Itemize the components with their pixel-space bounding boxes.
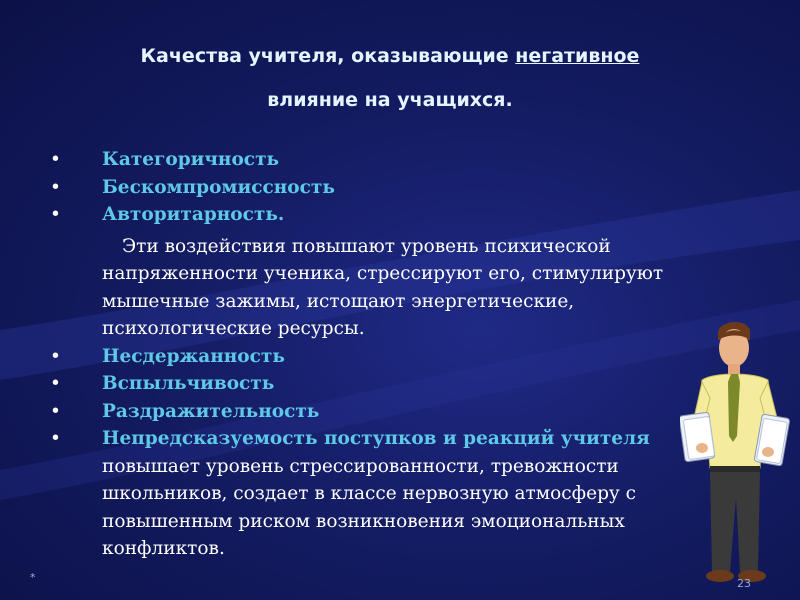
list-item: • Категоричность <box>50 149 280 170</box>
list-item: • Вспыльчивость <box>50 373 275 394</box>
list-item: • Раздражительность <box>50 400 320 422</box>
title-part1: Качества учителя, оказывающие <box>140 45 516 67</box>
list-item: • Авторитарность. <box>50 204 285 225</box>
list-item: • Несдержанность <box>50 345 285 367</box>
page-number: 23 <box>737 577 751 590</box>
list-item: • Бескомпромиссность <box>50 176 335 198</box>
list-item: • Непредсказуемость поступков и реакций учителя повышает уровень стрессированности, тревожности школьников, создает в классе нервозную атмосферу с повышенным риском возникновения эмоциональных конфликтов. <box>50 428 650 559</box>
teacher-clipart-icon <box>680 318 790 588</box>
title-part2: влияние на учащихся. <box>267 89 513 111</box>
note-paragraph: Эти воздействия повышают уровень психической напряженности ученика, стрессируют его, стимулируют мышечные зажимы, истощают энергетические, психологические ресурсы. <box>102 235 664 339</box>
qualities-list <box>48 146 698 563</box>
slide-title <box>40 34 740 122</box>
title-underlined: негативное <box>515 45 640 67</box>
footer-date-placeholder: * <box>30 571 36 584</box>
